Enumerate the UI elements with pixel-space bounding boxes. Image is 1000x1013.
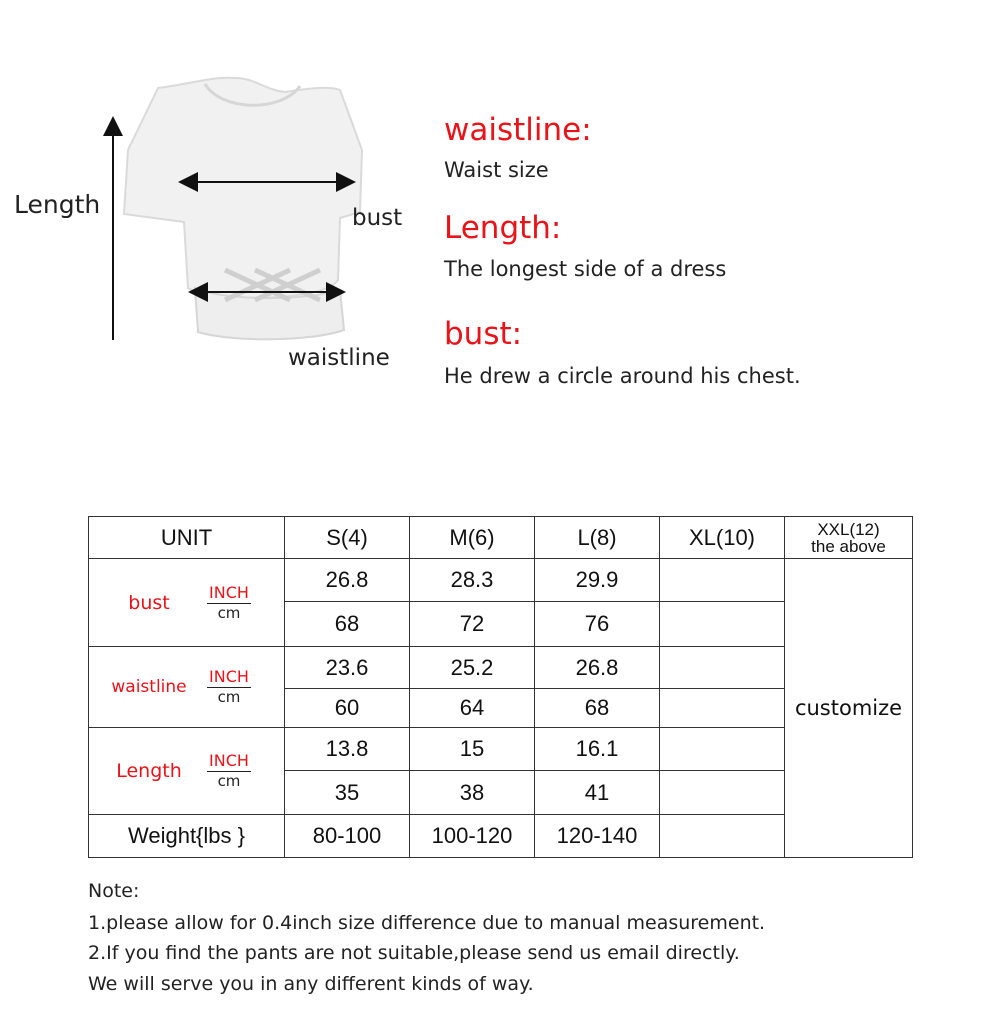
note-line-1: 1.please allow for 0.4inch size difference due to manual measurement. (88, 912, 766, 934)
bust-inch-s: 26.8 (285, 559, 410, 602)
diagram-waistline-label: waistline (288, 345, 390, 371)
unit-cm: cm (217, 688, 241, 706)
note-line-3: We will serve you in any different kinds of way. (88, 973, 534, 995)
bust-cm-l: 76 (535, 602, 660, 647)
length-inch-l: 16.1 (535, 728, 660, 771)
row-name-length: Length (116, 760, 182, 782)
waistline-label-cell (89, 647, 285, 728)
waist-inch-s: 23.6 (285, 647, 410, 689)
weight-l: 120-140 (535, 815, 660, 858)
length-label-cell (89, 728, 285, 815)
waist-cm-m: 64 (410, 689, 535, 728)
waist-cm-l: 68 (535, 689, 660, 728)
length-inch-xl (660, 728, 785, 771)
note-line-2: 2.If you find the pants are not suitable,please send us email directly. (88, 942, 740, 964)
header-xxl (785, 517, 913, 559)
row-name-weight: Weight{lbs } (89, 815, 285, 858)
customize-cell: customize (785, 559, 913, 858)
header-unit: UNIT (89, 517, 285, 559)
bust-cm-xl (660, 602, 785, 647)
bust-inch-xl (660, 559, 785, 602)
unit-inch: INCH (209, 751, 249, 770)
header-s: S(4) (285, 517, 410, 559)
weight-m: 100-120 (410, 815, 535, 858)
row-name-bust: bust (128, 591, 170, 614)
length-cm-m: 38 (410, 771, 535, 815)
bust-label-cell (89, 559, 285, 647)
weight-xl (660, 815, 785, 858)
header-m: M(6) (410, 517, 535, 559)
header-xxl-line2: the above (811, 536, 886, 556)
waist-inch-l: 26.8 (535, 647, 660, 689)
waist-inch-m: 25.2 (410, 647, 535, 689)
unit-fraction (207, 647, 251, 727)
unit-cm: cm (217, 603, 241, 622)
unit-fraction (207, 559, 251, 646)
shirt-silhouette (124, 78, 362, 298)
bust-cm-m: 72 (410, 602, 535, 647)
def-length-title: Length: (444, 210, 562, 246)
def-length-text: The longest side of a dress (444, 257, 727, 281)
note-heading: Note: (88, 880, 140, 902)
waist-inch-xl (660, 647, 785, 689)
unit-fraction (207, 728, 251, 814)
row-name-waistline: waistline (111, 677, 187, 697)
waist-cm-s: 60 (285, 689, 410, 728)
unit-inch: INCH (209, 667, 249, 686)
weight-s: 80-100 (285, 815, 410, 858)
def-bust-text: He drew a circle around his chest. (444, 364, 801, 388)
size-table (88, 516, 913, 858)
def-waistline-text: Waist size (444, 158, 549, 182)
length-cm-l: 41 (535, 771, 660, 815)
diagram-bust-label: bust (352, 205, 403, 231)
length-cm-s: 35 (285, 771, 410, 815)
waist-cm-xl (660, 689, 785, 728)
header-l: L(8) (535, 517, 660, 559)
diagram-length-label: Length (14, 190, 101, 219)
unit-inch: INCH (209, 582, 249, 602)
length-inch-s: 13.8 (285, 728, 410, 771)
bust-inch-m: 28.3 (410, 559, 535, 602)
length-inch-m: 15 (410, 728, 535, 771)
bust-inch-l: 29.9 (535, 559, 660, 602)
header-xxl-line1: XXL(12) (817, 519, 880, 539)
table-header-row (89, 517, 913, 559)
bust-cm-s: 68 (285, 602, 410, 647)
table-row (89, 559, 913, 602)
unit-cm: cm (217, 772, 241, 790)
def-bust-title: bust: (444, 316, 523, 352)
length-cm-xl (660, 771, 785, 815)
header-xl: XL(10) (660, 517, 785, 559)
def-waistline-title: waistline: (444, 112, 592, 148)
